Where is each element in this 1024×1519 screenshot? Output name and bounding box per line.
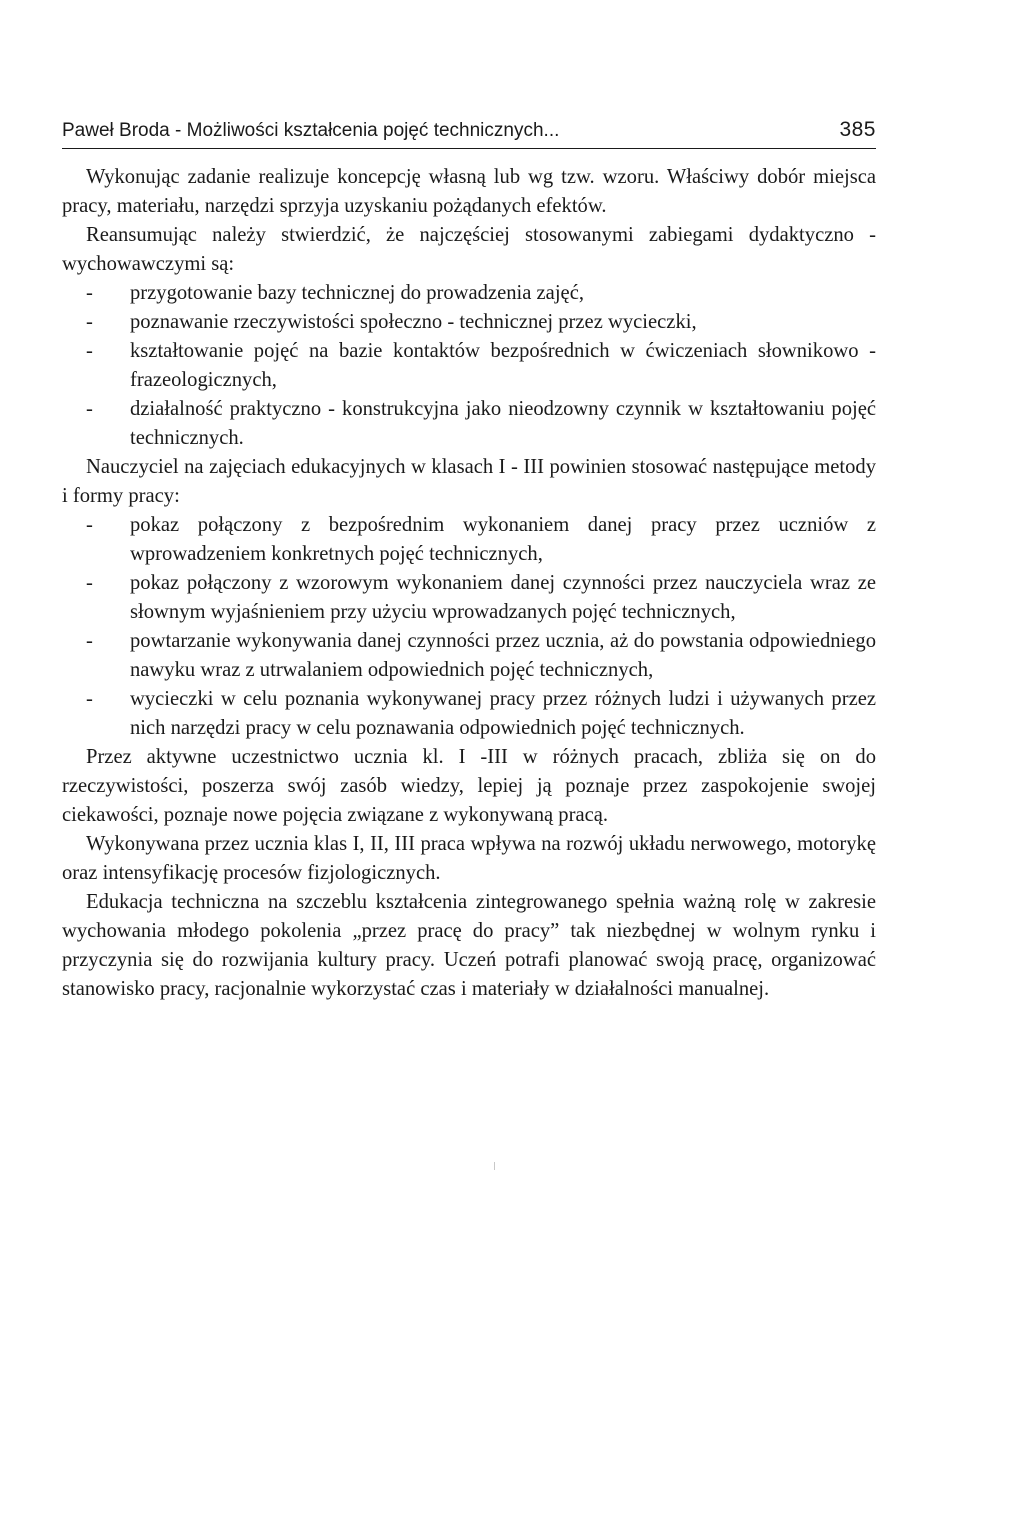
list-item xyxy=(62,511,876,569)
list-item xyxy=(62,685,876,743)
list-dash: - xyxy=(86,514,93,536)
list-item xyxy=(62,627,876,685)
document-page xyxy=(62,118,876,1004)
paragraph-6: Edukacja techniczna na szczeblu kształcenia zintegrowanego spełnia ważną rolę w zakresie wychowania młodego pokolenia „przez pracę do pracy” tak niezbędnej w wolnym rynku i przyczynia się do rozwijania kultury pracy. Uczeń potrafi planować swoją pracę, organizować stanowisko pracy, racjonalnie wykorzystać czas i materiały w działalności manualnej. xyxy=(62,891,876,1000)
list-item-text: działalność praktyczno - konstrukcyjna jako nieodzowny czynnik w kształtowaniu pojęć technicznych. xyxy=(130,398,876,449)
paragraph-2: Reansumując należy stwierdzić, że najczęściej stosowanymi zabiegami dydaktyczno - wychowawczymi są: xyxy=(62,224,876,275)
list-item-text: powtarzanie wykonywania danej czynności przez ucznia, aż do powstania odpowiedniego nawyku wraz z utrwalaniem odpowiednich pojęć technicznych, xyxy=(130,630,876,681)
list-item xyxy=(62,308,876,337)
list-dash: - xyxy=(86,688,93,710)
list-item xyxy=(62,569,876,627)
list-item xyxy=(62,337,876,395)
paragraph-4: Przez aktywne uczestnictwo ucznia kl. I -III w różnych pracach, zbliża się on do rzeczywistości, poszerza swój zasób wiedzy, lepiej ją poznaje przez zaspokojenie swojej ciekawości, poznaje nowe pojęcia związane z wykonywaną pracą. xyxy=(62,746,876,826)
list-item-text: pokaz połączony z bezpośrednim wykonaniem danej pracy przez uczniów z wprowadzeniem konkretnych pojęć technicznych, xyxy=(130,514,876,565)
list-item-text: kształtowanie pojęć na bazie kontaktów bezpośrednich w ćwiczeniach słownikowo - frazeologicznych, xyxy=(130,340,876,391)
paragraph-3: Nauczyciel na zajęciach edukacyjnych w klasach I - III powinien stosować następujące metody i formy pracy: xyxy=(62,456,876,507)
list-item-text: pokaz połączony z wzorowym wykonaniem danej czynności przez nauczyciela wraz ze słownym wyjaśnieniem przy użyciu wprowadzanych pojęć technicznych, xyxy=(130,572,876,623)
list-item-text: wycieczki w celu poznania wykonywanej pracy przez różnych ludzi i używanych przez nich narzędzi pracy w celu poznawania odpowiednich pojęć technicznych. xyxy=(130,688,876,739)
list-item-text: poznawanie rzeczywistości społeczno - technicznej przez wycieczki, xyxy=(130,311,697,333)
list-item xyxy=(62,279,876,308)
list-didactic-methods xyxy=(62,279,876,453)
list-dash: - xyxy=(86,630,93,652)
paragraph-5: Wykonywana przez ucznia klas I, II, III praca wpływa na rozwój układu nerwowego, motorykę oraz intensyfikację procesów fizjologicznych. xyxy=(62,833,876,884)
list-item xyxy=(62,395,876,453)
paragraph-1: Wykonując zadanie realizuje koncepcję własną lub wg tzw. wzoru. Właściwy dobór miejsca pracy, materiału, narzędzi sprzyja uzyskaniu pożądanych efektów. xyxy=(62,166,876,217)
page-number: 385 xyxy=(839,118,876,141)
list-dash: - xyxy=(86,340,93,362)
list-dash: - xyxy=(86,311,93,333)
list-dash: - xyxy=(86,282,93,304)
scan-mark xyxy=(494,1162,495,1170)
list-dash: - xyxy=(86,398,93,420)
list-item-text: przygotowanie bazy technicznej do prowadzenia zajęć, xyxy=(130,282,584,304)
list-teaching-forms xyxy=(62,511,876,743)
running-header xyxy=(62,118,876,149)
running-title: Paweł Broda - Możliwości kształcenia pojęć technicznych... xyxy=(62,120,560,141)
body-text xyxy=(62,163,876,1004)
list-dash: - xyxy=(86,572,93,594)
